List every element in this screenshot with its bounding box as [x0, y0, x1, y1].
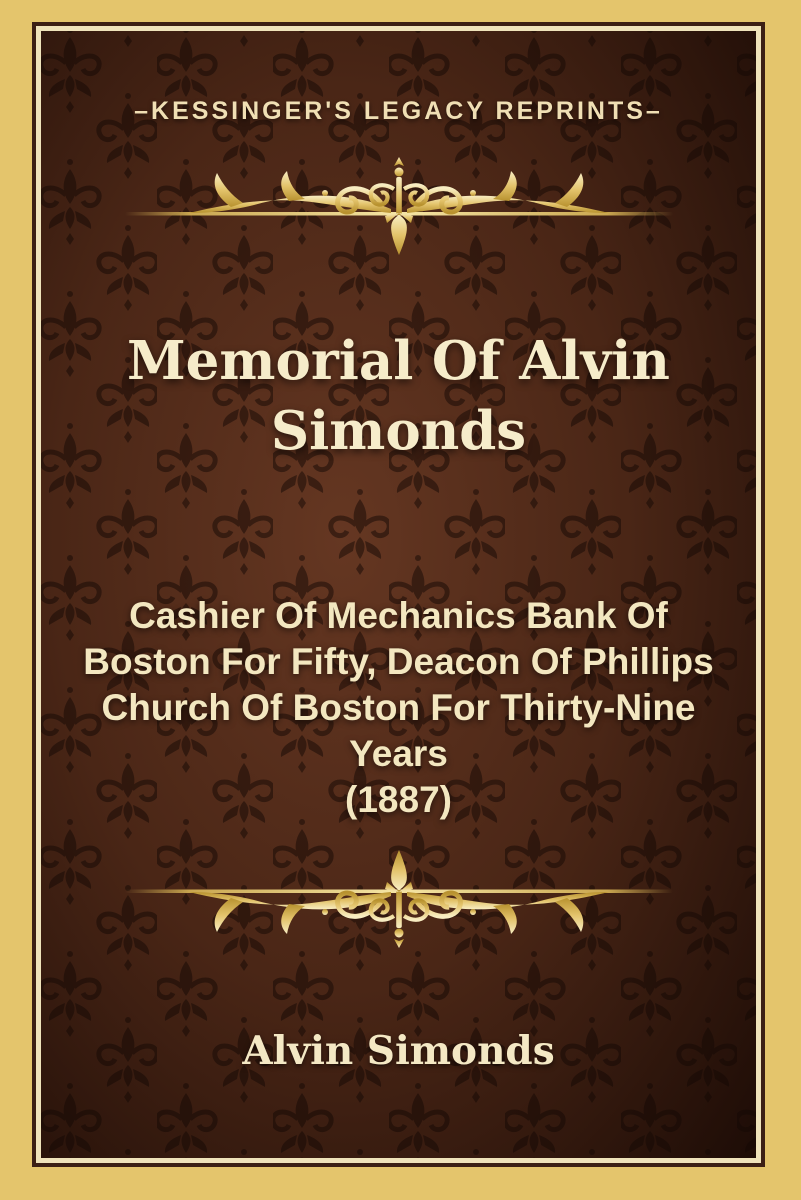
- subtitle-line-5: (1887): [345, 779, 452, 820]
- cover-frame-cream-line: [36, 26, 761, 1163]
- subtitle-line-4: Years: [349, 733, 448, 774]
- book-title: [41, 326, 756, 466]
- book-subtitle: [61, 593, 736, 823]
- subtitle-line-3: Church Of Boston For Thirty-Nine: [101, 687, 696, 728]
- title-line-1: Memorial Of Alvin: [127, 330, 670, 392]
- bottom-ornament-divider-icon: [119, 842, 679, 952]
- subtitle-line-1: Cashier Of Mechanics Bank Of: [129, 595, 668, 636]
- author-name: Alvin Simonds: [242, 1028, 555, 1074]
- cover-frame-dark-line: [32, 22, 765, 1167]
- top-ornament-divider-icon: [119, 153, 679, 263]
- publisher-banner: –KESSINGER'S LEGACY REPRINTS–: [134, 97, 663, 125]
- cover-interior: [41, 31, 756, 1158]
- title-line-2: Simonds: [270, 400, 527, 462]
- subtitle-line-2: Boston For Fifty, Deacon Of Phillips: [83, 641, 714, 682]
